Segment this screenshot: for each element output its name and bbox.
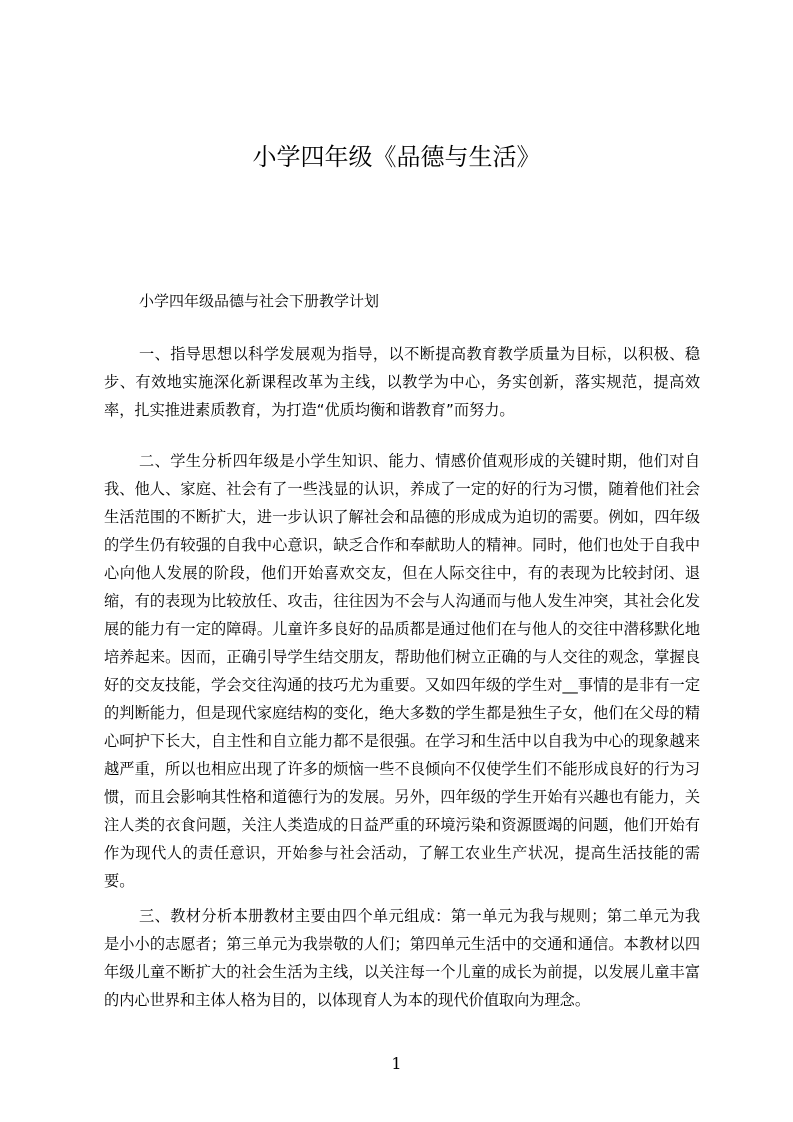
page-title: 小学四年级《品德与生活》: [252, 143, 541, 171]
paragraph-guiding-ideology: 一、指导思想以科学发展观为指导，以不断提高教育教学质量为目标，以积极、稳步、有效地实施深化新课程改革为主线，以教学为中心，务实创新，落实规范，提高效率，扎实推进素质教育，为打造“优质均衡和谐教育”而努力。: [104, 345, 700, 419]
page-number: 1: [391, 1054, 402, 1073]
paragraph-student-analysis: 二、学生分析四年级是小学生知识、能力、情感价值观形成的关键时期，他们对自我、他人、家庭、社会有了一些浅显的认识，养成了一定的好的行为习惯，随着他们社会生活范围的不断扩大，进一步认识了解社会和品德的形成成为迫切的需要。例如，四年级的学生仍有较强的自我中心意识，缺乏合作和奉献助人的精神。同时，他们也处于自我中心向他人发展的阶段，他们开始喜欢交友，但在人际交往中，有的表现为比较封闭、退缩，有的表现为比较放任、攻击，往往因为不会与人沟通而与他人发生冲突，其社会化发展的能力有一定的障碍。儿童许多良好的品质都是通过他们在与他人的交往中潜移默化地培养起来。因而，正确引导学生结交朋友，帮助他们树立正确的与人交往的观念，掌握良好的交友技能，学会交往沟通的技巧尤为重要。又如四年级的学生对__事情的是非有一定的判断能力，但是现代家庭结构的变化，绝大多数的学生都是独生子女，他们在父母的精心呵护下长大，自主性和自立能力都不是很强。在学习和生活中以自我为中心的现象越来越严重，所以也相应出现了许多的烦恼一些不良倾向不仅使学生们不能形成良好的行为习惯，而且会影响其性格和道德行为的发展。另外，四年级的学生开始有兴趣也有能力，关注人类的衣食问题，关注人类造成的日益严重的环境污染和资源匮竭的问题，他们开始有作为现代人的责任意识，开始参与社会活动，了解工农业生产状况，提高生活技能的需要。: [104, 452, 700, 890]
paragraph-textbook-analysis: 三、教材分析本册教材主要由四个单元组成：第一单元为我与规则；第二单元为我是小小的志愿者；第三单元为我崇敬的人们；第四单元生活中的交通和通信。本教材以四年级儿童不断扩大的社会生活为主线，以关注每一个儿童的成长为前提，以发展儿童丰富的内心世界和主体人格为目的，以体现育人为本的现代价值取向为理念。: [104, 907, 700, 1009]
document-subtitle: 小学四年级品德与社会下册教学计划: [139, 292, 380, 310]
